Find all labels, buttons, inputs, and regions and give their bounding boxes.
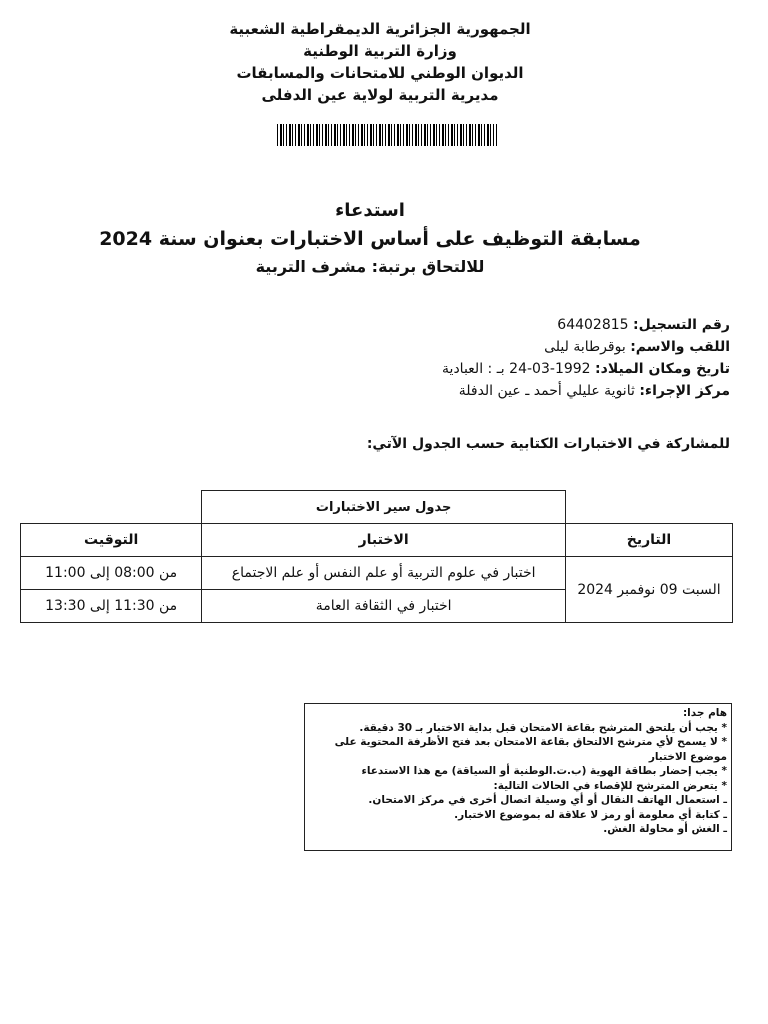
notice-item: ـ استعمال الهاتف النقال أو أي وسيلة اتصال أخرى في مركز الامتحان.: [368, 794, 727, 806]
notice-item: ـ كتابة أي معلومة أو رمز لا علاقة له بموضوع الاختبار.: [454, 808, 727, 821]
notice-item: موضوع الاختبار: [648, 750, 727, 763]
office-name: الديوان الوطني للامتحانات والمسابقات: [236, 64, 524, 82]
participation-text: للمشاركة في الاختبارات الكتابية حسب الجدول الآتي:: [366, 436, 730, 452]
notice-item: * يجب إحضار بطاقة الهوية (ب.ت.الوطنية أو السياقة) مع هذا الاستدعاء: [361, 765, 727, 777]
birth-row: [310, 358, 730, 380]
notice-item: ـ الغش أو محاولة الغش.: [603, 823, 727, 835]
notice-title: هام جدا:: [682, 707, 727, 719]
notice-item: * لا يسمح لأي مترشح الالتحاق بقاعة الامتحان بعد فتح الأظرفة المحتوية على: [334, 736, 727, 748]
exam-test: اختبار في الثقافة العامة: [202, 590, 566, 623]
name-label: اللقب والاسم:: [630, 339, 730, 355]
date-header: التاريخ: [565, 524, 732, 557]
candidate-info: [310, 314, 730, 402]
name-row: [310, 336, 730, 358]
important-notice: [304, 703, 732, 851]
schedule-header-row: [21, 524, 733, 557]
republic-name: الجمهورية الجزائرية الديمقراطية الشعبية: [229, 20, 531, 38]
time-header: التوقيت: [21, 524, 202, 557]
registration-row: [310, 314, 730, 336]
rank-title: للالتحاق برتبة: مشرف التربية: [255, 257, 485, 276]
schedule-caption-row: [21, 491, 733, 524]
center-label: مركز الإجراء:: [639, 383, 730, 399]
birth-value: 1992-03-24 بـ : العبادية: [442, 361, 591, 377]
name-value: بوقرطابة ليلى: [544, 339, 626, 355]
convocation-title: استدعاء: [335, 200, 405, 221]
schedule-caption: جدول سير الاختبارات: [202, 491, 566, 524]
test-header: الاختبار: [202, 524, 566, 557]
exam-time: من 08:00 إلى 11:00: [21, 557, 202, 590]
document-header: [180, 18, 580, 106]
ministry-name: وزارة التربية الوطنية: [303, 42, 457, 60]
directorate-name: مديرية التربية لولاية عين الدفلى: [261, 86, 499, 104]
center-row: [310, 380, 730, 402]
contest-title: مسابقة التوظيف على أساس الاختبارات بعنوان سنة 2024: [99, 228, 641, 250]
registration-value: 64402815: [557, 317, 629, 333]
schedule-table: [20, 490, 733, 623]
title-block: [60, 198, 680, 280]
birth-label: تاريخ ومكان الميلاد:: [595, 361, 730, 377]
table-row: [21, 557, 733, 590]
center-value: ثانوية عليلي أحمد ـ عين الدفلة: [458, 383, 635, 399]
exam-time: من 11:30 إلى 13:30: [21, 590, 202, 623]
barcode: [277, 124, 497, 146]
notice-item: * يجب أن يلتحق المترشح بقاعة الامتحان قبل بداية الاختبار بـ 30 دقيقة.: [359, 721, 727, 734]
registration-label: رقم التسجيل:: [633, 317, 730, 333]
exam-date: السبت 09 نوفمبر 2024: [565, 557, 732, 623]
exam-test: اختبار في علوم التربية أو علم النفس أو علم الاجتماع: [202, 557, 566, 590]
notice-item: * يتعرض المترشح للإقصاء في الحالات التالية:: [493, 779, 727, 792]
